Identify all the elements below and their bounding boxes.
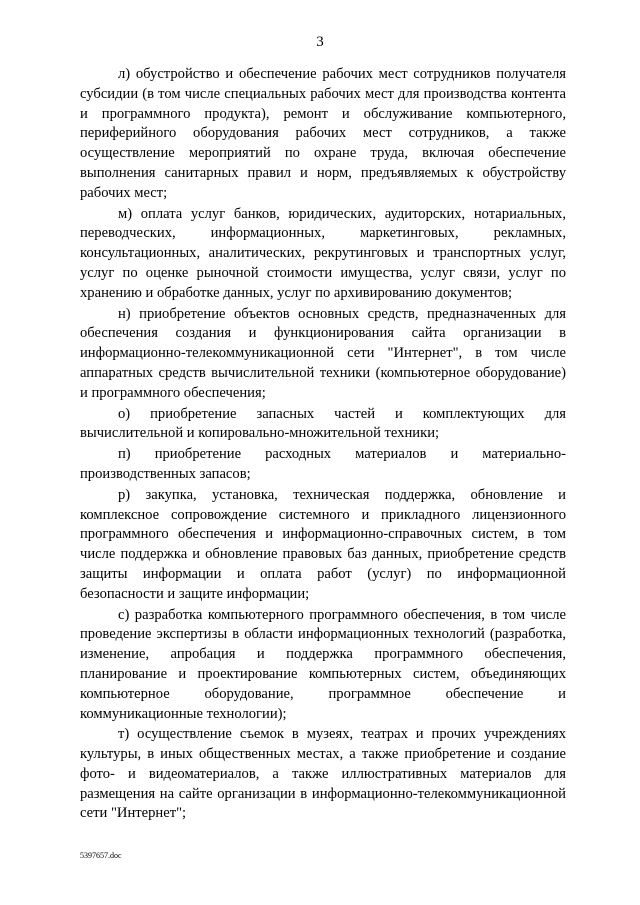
paragraph-p: п) приобретение расходных материалов и материально-производственных запасов; [80, 446, 566, 482]
paragraph-n: н) приобретение объектов основных средств, предназначенных для обеспечения создания и функционирования сайта организации в информационно-телекоммуникационной сети "Интернет", в том числе аппаратных средств вычислительной техники (компьютерное оборудование) и программного обеспечения; [80, 305, 566, 401]
paragraph-r: р) закупка, установка, техническая поддержка, обновление и комплексное сопровождение системного и прикладного лицензионного программного обеспечения и информационно-справочных систем, в том числе поддержка и обновление правовых баз данных, приобретение средств защиты информации и оплата работ (услуг) по информационной безопасности и защите информации; [80, 486, 566, 602]
paragraph-o: о) приобретение запасных частей и комплектующих для вычислительной и копировально-множительной техники; [80, 405, 566, 442]
document-footer: 5397657.doc [80, 851, 122, 860]
paragraph-s: с) разработка компьютерного программного обеспечения, в том числе проведение экспертизы в области информационных технологий (разработка, изменение, апробация и поддержка программного обеспечения, планирование и проектирование компьютерных систем, объединяющих компьютерное оборудование, программное обеспечение и коммуникационные технологии); [80, 606, 566, 722]
paragraph-m: м) оплата услуг банков, юридических, аудиторских, нотариальных, переводческих, информационных, маркетинговых, рекламных, консультационных, аналитических, рекрутинговых и транспортных услуг, услуг по оценке рыночной стоимости имущества, услуг связи, услуг по хранению и обработке данных, услуг по архивированию документов; [80, 205, 566, 301]
paragraph-t: т) осуществление съемок в музеях, театрах и прочих учреждениях культуры, в иных общественных местах, а также приобретение и создание фото- и видеоматериалов, а также иллюстративных материалов для размещения на сайте организации в информационно-телекоммуникационной сети "Интернет"; [80, 726, 566, 822]
document-body [80, 65, 566, 825]
paragraph-l: л) обустройство и обеспечение рабочих мест сотрудников получателя субсидии (в том числе специальных рабочих мест для производства контента и программного продукта), ремонт и обслуживание компьютерного, периферийного оборудования рабочих мест сотрудников, а также осуществление мероприятий по охране труда, включая обеспечение выполнения санитарных правил и норм, предъявляемых к обустройству рабочих мест; [80, 66, 566, 201]
page-number: 3 [316, 34, 324, 50]
